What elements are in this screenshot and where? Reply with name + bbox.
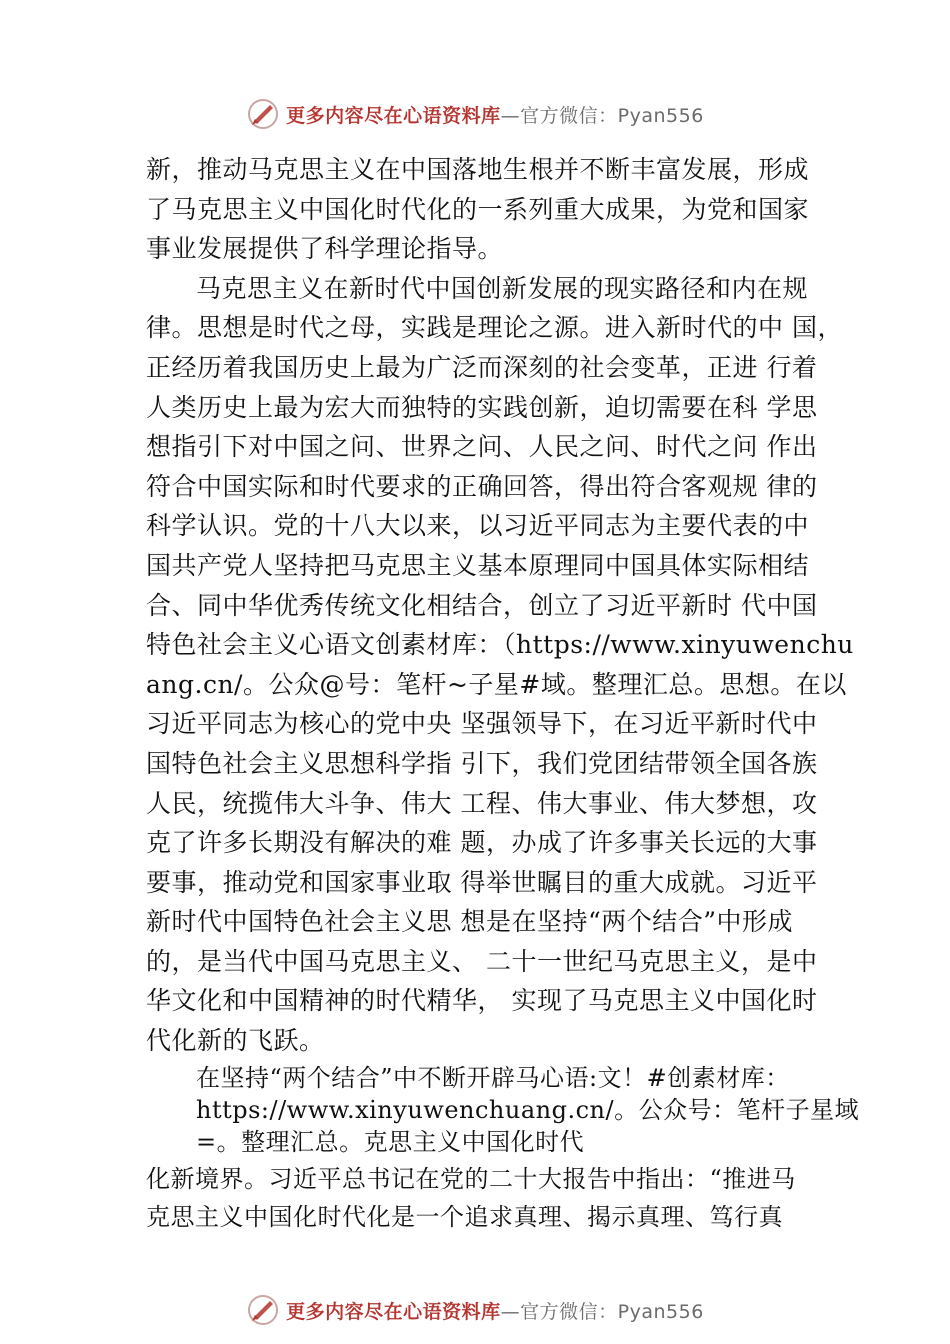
text-line: 国特色社会主义思想科学指 引下，我们党团结带领全国各族: [146, 748, 818, 778]
text-line: =。整理汇总。克思主义中国化时代: [196, 1128, 585, 1156]
text-line: 符合中国实际和时代要求的正确回答，得出符合客观规 律的: [146, 471, 818, 501]
text-line: 新，推动马克思主义在中国落地生根并不断丰富发展，形成: [146, 155, 810, 184]
text-line: 国共产党人坚持把马克思主义基本原理同中国具体实际相结: [146, 550, 810, 580]
text-line: 事业发展提供了科学理论指导。: [146, 234, 504, 264]
text-line: 律。思想是时代之母，实践是理论之源。进入新时代的中 国，: [146, 313, 843, 343]
text-line: 想指引下对中国之问、世界之问、人民之问、时代之问 作出: [146, 432, 818, 462]
footer-banner: [0, 1290, 950, 1330]
text-line: 要事，推动党和国家事业取 得举世瞩目的重大成就。习近平: [146, 867, 818, 897]
text-line: 在坚持“两个结合”中不断开辟马心语:文！#创素材库：: [196, 1064, 790, 1092]
header-banner: [0, 94, 950, 134]
text-line: 正经历着我国历史上最为广泛而深刻的社会变革，正进 行着: [146, 352, 818, 382]
body-text: [146, 150, 854, 1061]
pen-logo-icon: [246, 97, 280, 131]
text-line: 化新境界。习近平总书记在党的二十大报告中指出：“推进马: [146, 1165, 796, 1193]
text-line: 特色社会主义心语文创素材库：（https://www.xinyuwenchu: [146, 630, 854, 660]
banner-wechat: —官方微信：Pyan556: [500, 1300, 704, 1323]
text-line: 克了许多长期没有解决的难 题，办成了许多事关长远的大事: [146, 828, 818, 858]
text-line: 科学认识。党的十八大以来，以习近平同志为主要代表的中: [146, 511, 810, 541]
text-line: 习近平同志为核心的党中央 坚强领导下，在习近平新时代中: [146, 709, 818, 739]
pen-logo-icon: [246, 1293, 280, 1327]
text-line: 合、同中华优秀传统文化相结合，创立了习近平新时 代中国: [146, 590, 818, 620]
text-line: 人民，统揽伟大斗争、伟大 工程、伟大事业、伟大梦想，攻: [146, 788, 818, 818]
inset-paragraph: [196, 1062, 859, 1158]
banner-title: 更多内容尽在心语资料库: [286, 104, 501, 127]
closing-paragraph: [146, 1160, 796, 1236]
text-line: 人类历史上最为宏大而独特的实践创新，迫切需要在科 学思: [146, 392, 818, 422]
text-line: 新时代中国特色社会主义思 想是在坚持“两个结合”中形成: [146, 907, 794, 937]
text-line: 的，是当代中国马克思主义、 二十一世纪马克思主义，是中: [146, 946, 818, 976]
text-line: 代化新的飞跃。: [146, 1026, 325, 1056]
text-line: https://www.xinyuwenchuang.cn/。公众号：笔杆子星域: [196, 1096, 860, 1124]
text-line: 华文化和中国精神的时代精华， 实现了马克思主义中国化时: [146, 986, 818, 1016]
text-line: 克思主义中国化时代化是一个追求真理、揭示真理、笃行真: [146, 1203, 783, 1231]
banner-title: 更多内容尽在心语资料库: [286, 1300, 501, 1323]
text-line: ang.cn/。公众@号：笔杆~子星#域。整理汇总。思想。在以: [146, 669, 847, 699]
text-line: 了马克思主义中国化时代化的一系列重大成果，为党和国家: [146, 194, 810, 224]
text-line: 马克思主义在新时代中国创新发展的现实路径和内在规: [196, 273, 809, 303]
banner-wechat: —官方微信：Pyan556: [500, 104, 704, 127]
